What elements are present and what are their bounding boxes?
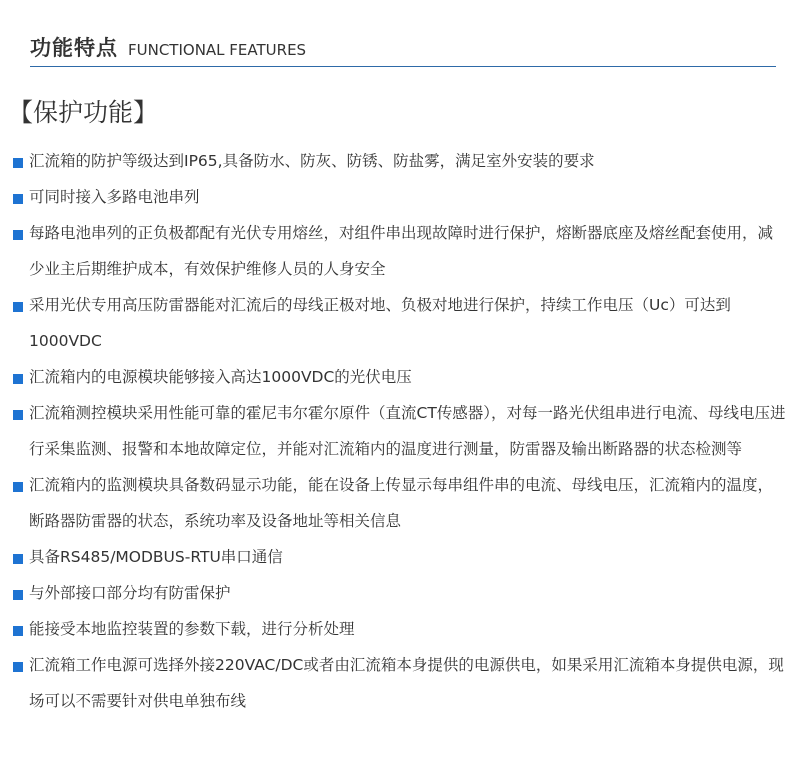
list-item-text: 能接受本地监控装置的参数下载，进行分析处理: [29, 620, 355, 638]
square-bullet-icon: [13, 626, 23, 636]
list-item: [10, 539, 788, 575]
list-item: [10, 611, 788, 647]
protection-section-title: 【保护功能】: [8, 98, 159, 127]
list-item-text: 汇流箱测控模块采用性能可靠的霍尼韦尔霍尔原件（直流CT传感器），对每一路光伏组串进行电流、母线电压进行采集监测、报警和本地故障定位，并能对汇流箱内的温度进行测量，防雷器及输出断路器的状态检测等: [29, 404, 786, 458]
square-bullet-icon: [13, 590, 23, 600]
list-item-text: 汇流箱工作电源可选择外接220VAC/DC或者由汇流箱本身提供的电源供电，如果采用汇流箱本身提供电源，现场可以不需要针对供电单独布线: [29, 656, 784, 710]
square-bullet-icon: [13, 302, 23, 312]
section-header: [30, 32, 776, 67]
header-title-cn: 功能特点: [30, 36, 118, 60]
square-bullet-icon: [13, 554, 23, 564]
list-item-text: 采用光伏专用高压防雷器能对汇流后的母线正极对地、负极对地进行保护，持续工作电压（Uc）可达到1000VDC: [29, 296, 731, 350]
list-item-text: 汇流箱的防护等级达到IP65,具备防水、防灰、防锈、防盐雾，满足室外安装的要求: [29, 152, 595, 170]
square-bullet-icon: [13, 662, 23, 672]
list-item-text: 汇流箱内的监测模块具备数码显示功能，能在设备上传显示每串组件串的电流、母线电压，汇流箱内的温度，断路器防雷器的状态，系统功率及设备地址等相关信息: [29, 476, 774, 530]
list-item-text: 汇流箱内的电源模块能够接入高达1000VDC的光伏电压: [29, 368, 412, 386]
list-item: [10, 395, 788, 467]
list-item-text: 每路电池串列的正负极都配有光伏专用熔丝，对组件串出现故障时进行保护，熔断器底座及熔丝配套使用，减少业主后期维护成本，有效保护维修人员的人身安全: [29, 224, 774, 278]
header-title-en: FUNCTIONAL FEATURES: [128, 41, 307, 59]
list-item-text: 可同时接入多路电池串列: [29, 188, 200, 206]
square-bullet-icon: [13, 230, 23, 240]
list-item-text: 具备RS485/MODBUS-RTU串口通信: [29, 548, 283, 566]
feature-list: [10, 143, 788, 719]
list-item: [10, 359, 788, 395]
square-bullet-icon: [13, 482, 23, 492]
square-bullet-icon: [13, 374, 23, 384]
list-item: [10, 287, 788, 359]
list-item: [10, 143, 788, 179]
square-bullet-icon: [13, 410, 23, 420]
list-item: [10, 467, 788, 539]
list-item: [10, 647, 788, 719]
list-item: [10, 215, 788, 287]
square-bullet-icon: [13, 194, 23, 204]
square-bullet-icon: [13, 158, 23, 168]
list-item: [10, 179, 788, 215]
list-item-text: 与外部接口部分均有防雷保护: [29, 584, 231, 602]
list-item: [10, 575, 788, 611]
